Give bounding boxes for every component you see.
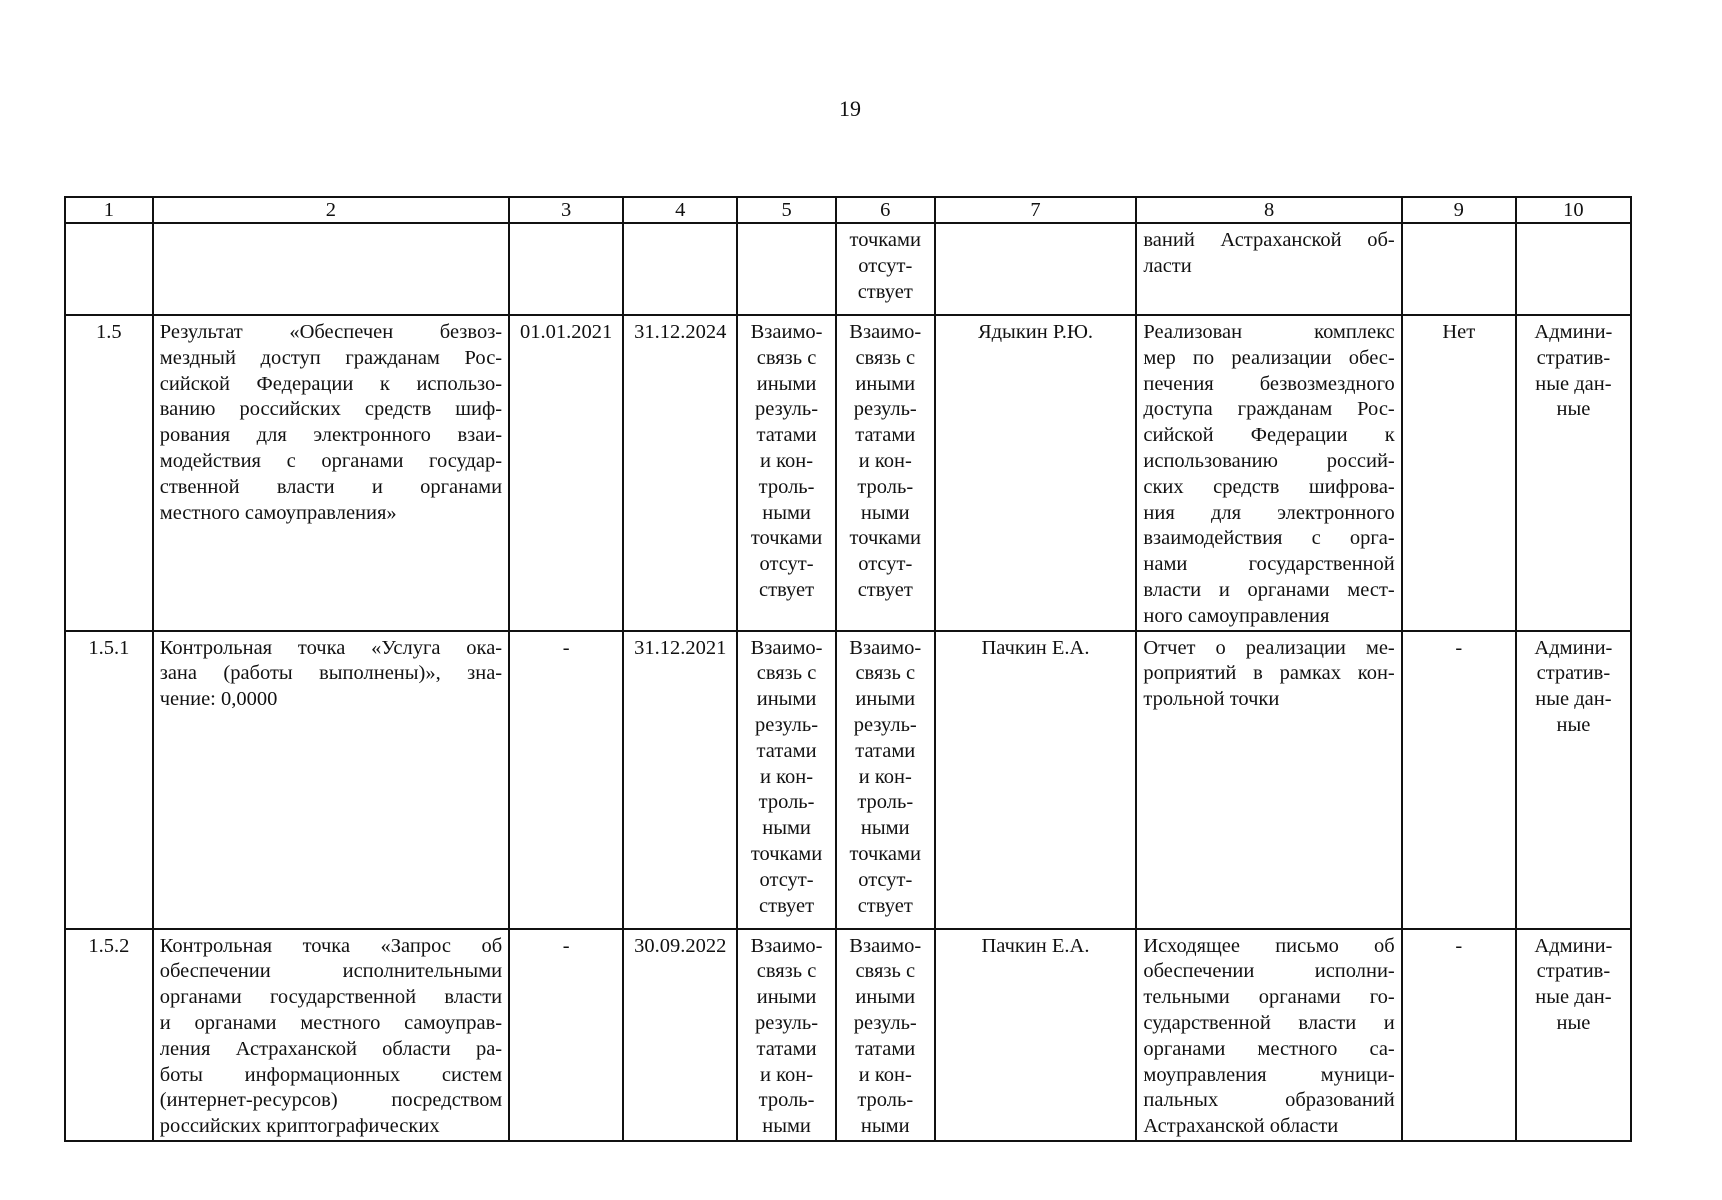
cell-text-line: Взаимо- [849,636,922,659]
row-number: 1.5.2 [65,929,153,1141]
cell-text-line: Админи- [1534,934,1613,957]
cell-text-line: иными [756,688,817,711]
cell-text-line: ными [762,501,811,524]
cell-text-line: отсут- [858,254,913,277]
cell-text-line: ные [1556,1011,1591,1034]
cell-text-line: ные [1556,713,1591,736]
cell-text-line: связь с [756,346,817,369]
cell-text-line: тельными органами го- [1143,986,1395,1009]
table-row [65,223,1631,315]
responsible-person: Ядыкин Р.Ю. [935,315,1137,631]
cell-text-line: обеспечении исполнительными [159,960,503,983]
column-header: 2 [153,197,509,223]
column-header: 10 [1516,197,1631,223]
cell-text-line: резуль- [853,398,917,421]
cell-text-line: модействия с органами государ- [159,449,503,472]
result-description [1136,631,1401,929]
cell-text-line: татами [855,1037,916,1060]
cell-text-line: ствует [857,894,913,917]
end-date [623,223,737,315]
cell-text-line: татами [756,1037,817,1060]
cell-text-line: иными [855,986,916,1009]
start-date: - [509,631,623,929]
cell-text-line: Взаимо- [849,321,922,343]
cell-text-line: Результат «Обеспечен безвоз- [159,321,503,343]
result-description [1136,223,1401,315]
cell-text-line: и кон- [760,765,814,788]
end-date: 31.12.2021 [623,631,737,929]
cell-text-line: ласти [1143,254,1192,277]
page-number: 19 [839,96,861,121]
cell-text-line: троль- [857,791,914,814]
relationship-col5 [737,223,836,315]
cell-text-line: связь с [855,346,916,369]
cell-text-line: ными [762,1115,811,1138]
cell-text-line: татами [855,739,916,762]
cell-text-line: органами государственной власти [159,986,503,1009]
cell-text-line: иными [756,372,817,395]
row-number [65,223,153,315]
cell-text-line: ными [762,817,811,840]
col9-value: Нет [1402,315,1516,631]
cell-text-line: и кон- [858,765,912,788]
cell-text-line: троль- [758,1089,815,1112]
col9-value: - [1402,929,1516,1141]
cell-text-line: печения безвозмездного [1143,372,1395,395]
cell-text-line: ствует [857,280,913,303]
relationship-col5 [737,929,836,1141]
column-header: 6 [836,197,935,223]
cell-text-line: Взаимо- [849,934,922,957]
cell-text-line: роприятий в рамках кон- [1143,662,1395,685]
column-header: 9 [1402,197,1516,223]
cell-text-line: моуправления муници- [1143,1063,1395,1086]
cell-text-line: татами [756,424,817,447]
column-header: 8 [1136,197,1401,223]
cell-text-line: отсут- [759,868,814,891]
cell-text-line: Взаимо- [750,636,823,659]
cell-text-line: точками [750,842,823,865]
cell-text-line: и кон- [858,449,912,472]
cell-text-line: (интернет-ресурсов) посредством [159,1089,503,1112]
cell-text-line: троль- [758,475,815,498]
table-row [65,315,1631,631]
cell-text-line: мер по реализации обес- [1143,346,1395,369]
data-source [1516,315,1631,631]
row-description [153,631,509,929]
cell-text-line: троль- [758,791,815,814]
row-description [153,223,509,315]
col9-value: - [1402,631,1516,929]
cell-text-line: Исходящее письмо об [1143,934,1395,957]
cell-text-line: точками [849,229,921,251]
cell-text-line: связь с [756,662,817,685]
cell-text-line: Админи- [1534,636,1613,659]
cell-text-line: Взаимо- [750,934,823,957]
cell-text-line: ными [860,817,910,840]
cell-text-line: троль- [857,475,914,498]
cell-text-line: ными [860,1115,910,1138]
cell-text-line: связь с [756,960,817,983]
cell-text-line: татами [756,739,817,762]
cell-text-line: ния для электронного [1143,501,1395,524]
cell-text-line: иными [855,372,916,395]
end-date: 31.12.2024 [623,315,737,631]
cell-text-line: взаимодействия с орга- [1143,527,1395,550]
cell-text-line: и органами местного самоуправ- [159,1011,503,1034]
cell-text-line: боты информационных систем [159,1063,503,1086]
responsible-person: Пачкин Е.А. [935,631,1137,929]
cell-text-line: отсут- [759,553,814,576]
cell-text-line: стратив- [1536,346,1611,369]
cell-text-line: пальных образований [1143,1089,1395,1112]
result-description [1136,315,1401,631]
responsible-person [935,223,1137,315]
data-source [1516,631,1631,929]
cell-text-line: сударственной власти и [1143,1011,1395,1034]
cell-text-line: Отчет о реализации ме- [1143,636,1395,659]
cell-text-line: использованию россий- [1143,449,1395,472]
cell-text-line: обеспечении исполни- [1143,960,1395,983]
cell-text-line: сийской Федерации к использо- [159,372,503,395]
cell-text-line: ственной власти и органами [159,475,503,498]
cell-text-line: ные дан- [1535,688,1612,711]
start-date [509,223,623,315]
cell-text-line: резуль- [755,713,819,736]
cell-text-line: резуль- [853,713,917,736]
relationship-col6 [836,223,935,315]
cell-text-line: иными [756,986,817,1009]
cell-text-line: Контрольная точка «Запрос об [159,934,503,957]
cell-text-line: связь с [855,662,916,685]
cell-text-line: ного самоуправления [1143,604,1330,627]
end-date: 30.09.2022 [623,929,737,1141]
cell-text-line: резуль- [853,1011,917,1034]
cell-text-line: ваний Астраханской об- [1143,229,1395,251]
cell-text-line: ствует [857,578,913,601]
cell-text-line: и кон- [858,1063,912,1086]
cell-text-line: стратив- [1536,960,1611,983]
column-header: 5 [737,197,836,223]
cell-text-line: татами [855,424,916,447]
plan-table [64,196,1632,1142]
cell-text-line: Взаимо- [750,321,823,343]
cell-text-line: точками [849,842,921,865]
cell-text-line: сийской Федерации к [1143,424,1395,447]
relationship-col5 [737,315,836,631]
cell-text-line: ванию российских средств шиф- [159,398,503,421]
cell-text-line: и кон- [760,1063,814,1086]
cell-text-line: чение: 0,0000 [159,688,278,711]
responsible-person: Пачкин Е.А. [935,929,1137,1141]
column-header: 7 [935,197,1137,223]
cell-text-line: ные дан- [1535,372,1612,395]
column-header: 3 [509,197,623,223]
cell-text-line: иными [855,688,916,711]
table-row [65,929,1631,1141]
row-number: 1.5.1 [65,631,153,929]
cell-text-line: ными [860,501,910,524]
cell-text-line: власти и органами мест- [1143,578,1395,601]
cell-text-line: ствует [759,894,815,917]
cell-text-line: резуль- [755,1011,819,1034]
cell-text-line: местного самоуправления» [159,501,397,524]
cell-text-line: и кон- [760,449,814,472]
table-row [65,631,1631,929]
cell-text-line: органами местного са- [1143,1037,1395,1060]
start-date: - [509,929,623,1141]
start-date: 01.01.2021 [509,315,623,631]
cell-text-line: российских криптографических [159,1115,440,1138]
cell-text-line: троль- [857,1089,914,1112]
row-number: 1.5 [65,315,153,631]
cell-text-line: мездный доступ гражданам Рос- [159,346,503,369]
relationship-col5 [737,631,836,929]
data-source [1516,223,1631,315]
cell-text-line: точками [849,527,921,550]
cell-text-line: Админи- [1534,321,1613,343]
row-description [153,315,509,631]
relationship-col6 [836,315,935,631]
result-description [1136,929,1401,1141]
cell-text-line: доступа гражданам Рос- [1143,398,1395,421]
row-description [153,929,509,1141]
cell-text-line: ления Астраханской области ра- [159,1037,503,1060]
column-header: 4 [623,197,737,223]
cell-text-line: связь с [855,960,916,983]
table-header-row [65,197,1631,223]
cell-text-line: Контрольная точка «Услуга ока- [159,636,503,659]
cell-text-line: Астраханской области [1143,1115,1339,1138]
cell-text-line: точками [750,527,823,550]
cell-text-line: стратив- [1536,662,1611,685]
column-header: 1 [65,197,153,223]
relationship-col6 [836,929,935,1141]
cell-text-line: ные [1556,398,1591,421]
cell-text-line: Реализован комплекс [1143,321,1395,343]
cell-text-line: ные дан- [1535,986,1612,1009]
cell-text-line: резуль- [755,398,819,421]
relationship-col6 [836,631,935,929]
cell-text-line: отсут- [858,553,913,576]
cell-text-line: нами государственной [1143,553,1395,576]
cell-text-line: отсут- [858,868,913,891]
cell-text-line: ствует [759,578,815,601]
cell-text-line: зана (работы выполнены)», зна- [159,662,503,685]
cell-text-line: трольной точки [1143,688,1280,711]
cell-text-line: рования для электронного взаи- [159,424,503,447]
cell-text-line: ских средств шифрова- [1143,475,1395,498]
data-source [1516,929,1631,1141]
col9-value [1402,223,1516,315]
